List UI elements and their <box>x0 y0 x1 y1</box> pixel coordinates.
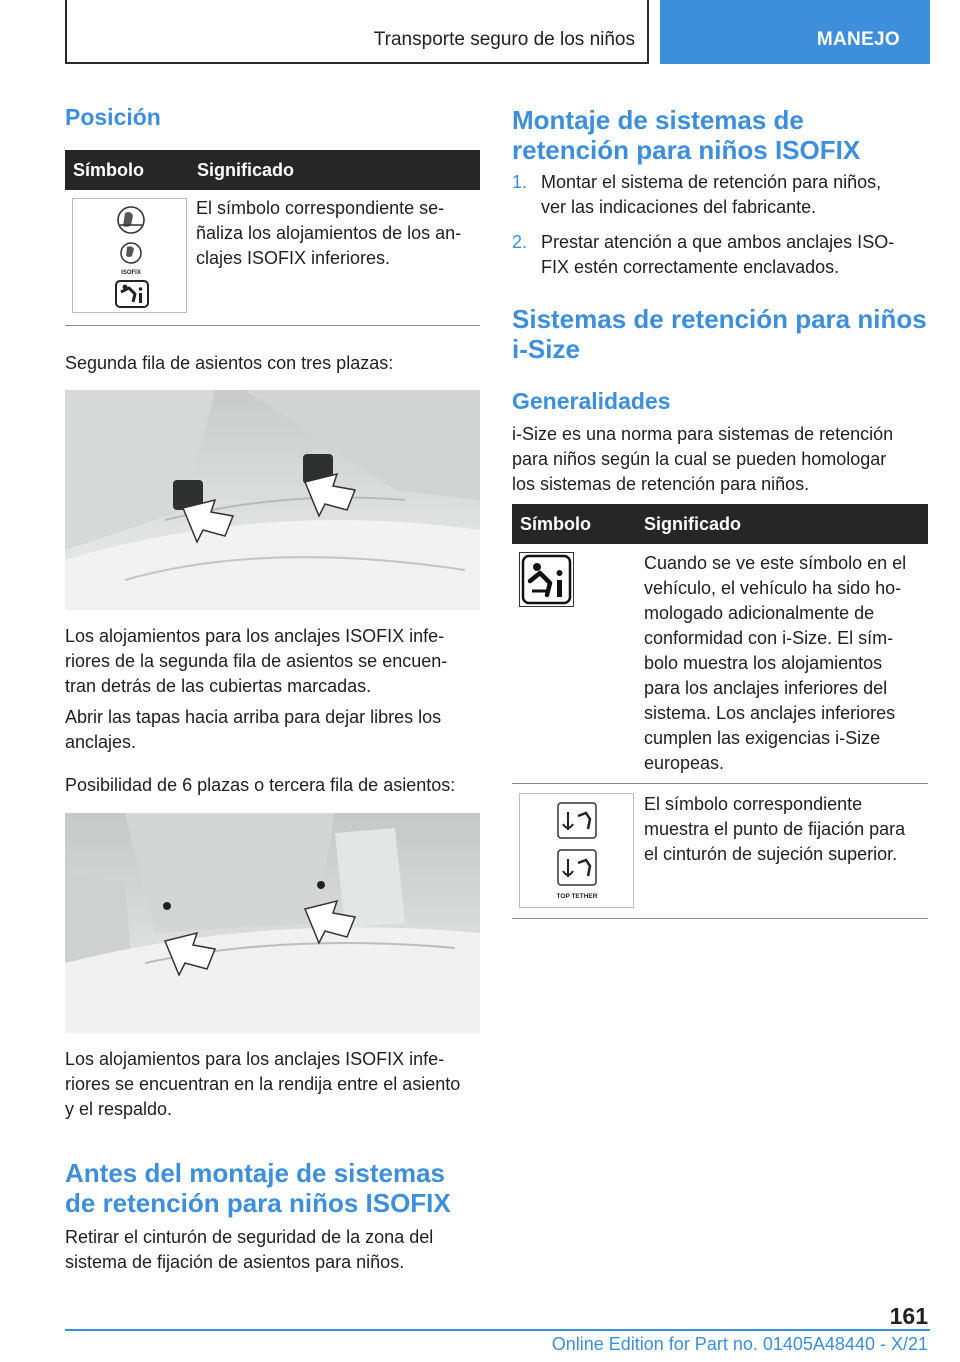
posicion-heading: Posición <box>65 104 161 130</box>
isofix-symbols-icon <box>73 199 186 312</box>
retirar-cinturon-text: Retirar el cinturón de seguridad de la zona del sistema de fijación de asientos para niños. <box>65 1227 434 1272</box>
abrir-tapas-text: Abrir las tapas hacia arriba para dejar libres los anclajes. <box>65 707 442 752</box>
table2-bottom-rule <box>512 918 928 919</box>
alojamientos-text-1: Los alojamientos para los anclajes ISOFIX infe- riores de la segunda fila de asientos se encuen- tran detrás de las cubiertas marcadas. <box>65 626 448 696</box>
table1-row1-text: El símbolo correspondiente se- ñaliza los alojamientos de los an- clajes ISOFIX inferiores. <box>196 198 462 268</box>
isize-heading: Sistemas de retención para niños i-Size <box>512 304 927 364</box>
footer-edition: Online Edition for Part no. 01405A48440 - X/21 <box>551 1334 928 1354</box>
table2-col-symbol: Símbolo <box>520 514 591 534</box>
table2-row2-text: El símbolo correspondiente muestra el punto de fijación para el cinturón de sujeción superior. <box>644 794 906 864</box>
table2-row1-rule <box>512 783 928 784</box>
header-section-tab <box>660 0 930 64</box>
second-row-seats-image <box>65 390 480 610</box>
footer-rule <box>65 1329 930 1331</box>
generalidades-heading: Generalidades <box>512 388 671 414</box>
isize-seat-icon <box>520 553 573 606</box>
header-chapter-box <box>65 0 649 64</box>
step-1-text: Montar el sistema de retención para niños, ver las indicaciones del fabricante. <box>541 172 882 217</box>
step-2-text: Prestar atención a que ambos anclajes ISO- FIX estén correctamente enclavados. <box>541 232 895 277</box>
section-title: MANEJO <box>816 29 900 50</box>
svg-text:ISOFIX: ISOFIX <box>121 270 141 276</box>
table1-bottom-rule <box>65 325 480 326</box>
table1-header <box>65 150 480 190</box>
antes-montaje-heading: Antes del montaje de sistemas de retención para niños ISOFIX <box>65 1158 451 1218</box>
third-row-seats-image <box>65 813 480 1033</box>
table1-col-symbol: Símbolo <box>73 160 144 180</box>
svg-text:TOP TETHER: TOP TETHER <box>556 893 598 900</box>
step-2-number: 2. <box>512 232 528 252</box>
table2-row1-text: Cuando se ve este símbolo en el vehículo, el vehículo ha sido ho- mologado adicionalmente de conformidad con i-Size. El sím- bolo muestra los alojamientos para los anclajes inferiores del sistema. Los anclajes inferiores cumplen las exigencias i-Size europeas. <box>644 553 907 773</box>
top-tether-icon <box>520 794 633 907</box>
isize-symbol-box <box>519 552 574 607</box>
montaje-heading: Montaje de sistemas de retención para niños ISOFIX <box>512 105 861 165</box>
table2-header <box>512 504 928 544</box>
segunda-fila-text: Segunda fila de asientos con tres plazas: <box>65 353 394 373</box>
isize-intro-text: i-Size es una norma para sistemas de retención para niños según la cual se pueden homologar los sistemas de retención para niños. <box>512 424 894 494</box>
step-1-number: 1. <box>512 172 528 192</box>
alojamientos-text-2: Los alojamientos para los anclajes ISOFIX infe- riores se encuentran en la rendija entre el asiento y el respaldo. <box>65 1049 461 1119</box>
chapter-title: Transporte seguro de los niños <box>373 29 635 50</box>
table1-col-meaning: Significado <box>197 160 295 180</box>
page-number: 161 <box>889 1303 928 1329</box>
posibilidad-text: Posibilidad de 6 plazas o tercera fila de asientos: <box>65 775 456 795</box>
top-tether-symbol-box <box>519 793 634 908</box>
table2-col-meaning: Significado <box>644 514 742 534</box>
isofix-symbol-box <box>72 198 187 313</box>
